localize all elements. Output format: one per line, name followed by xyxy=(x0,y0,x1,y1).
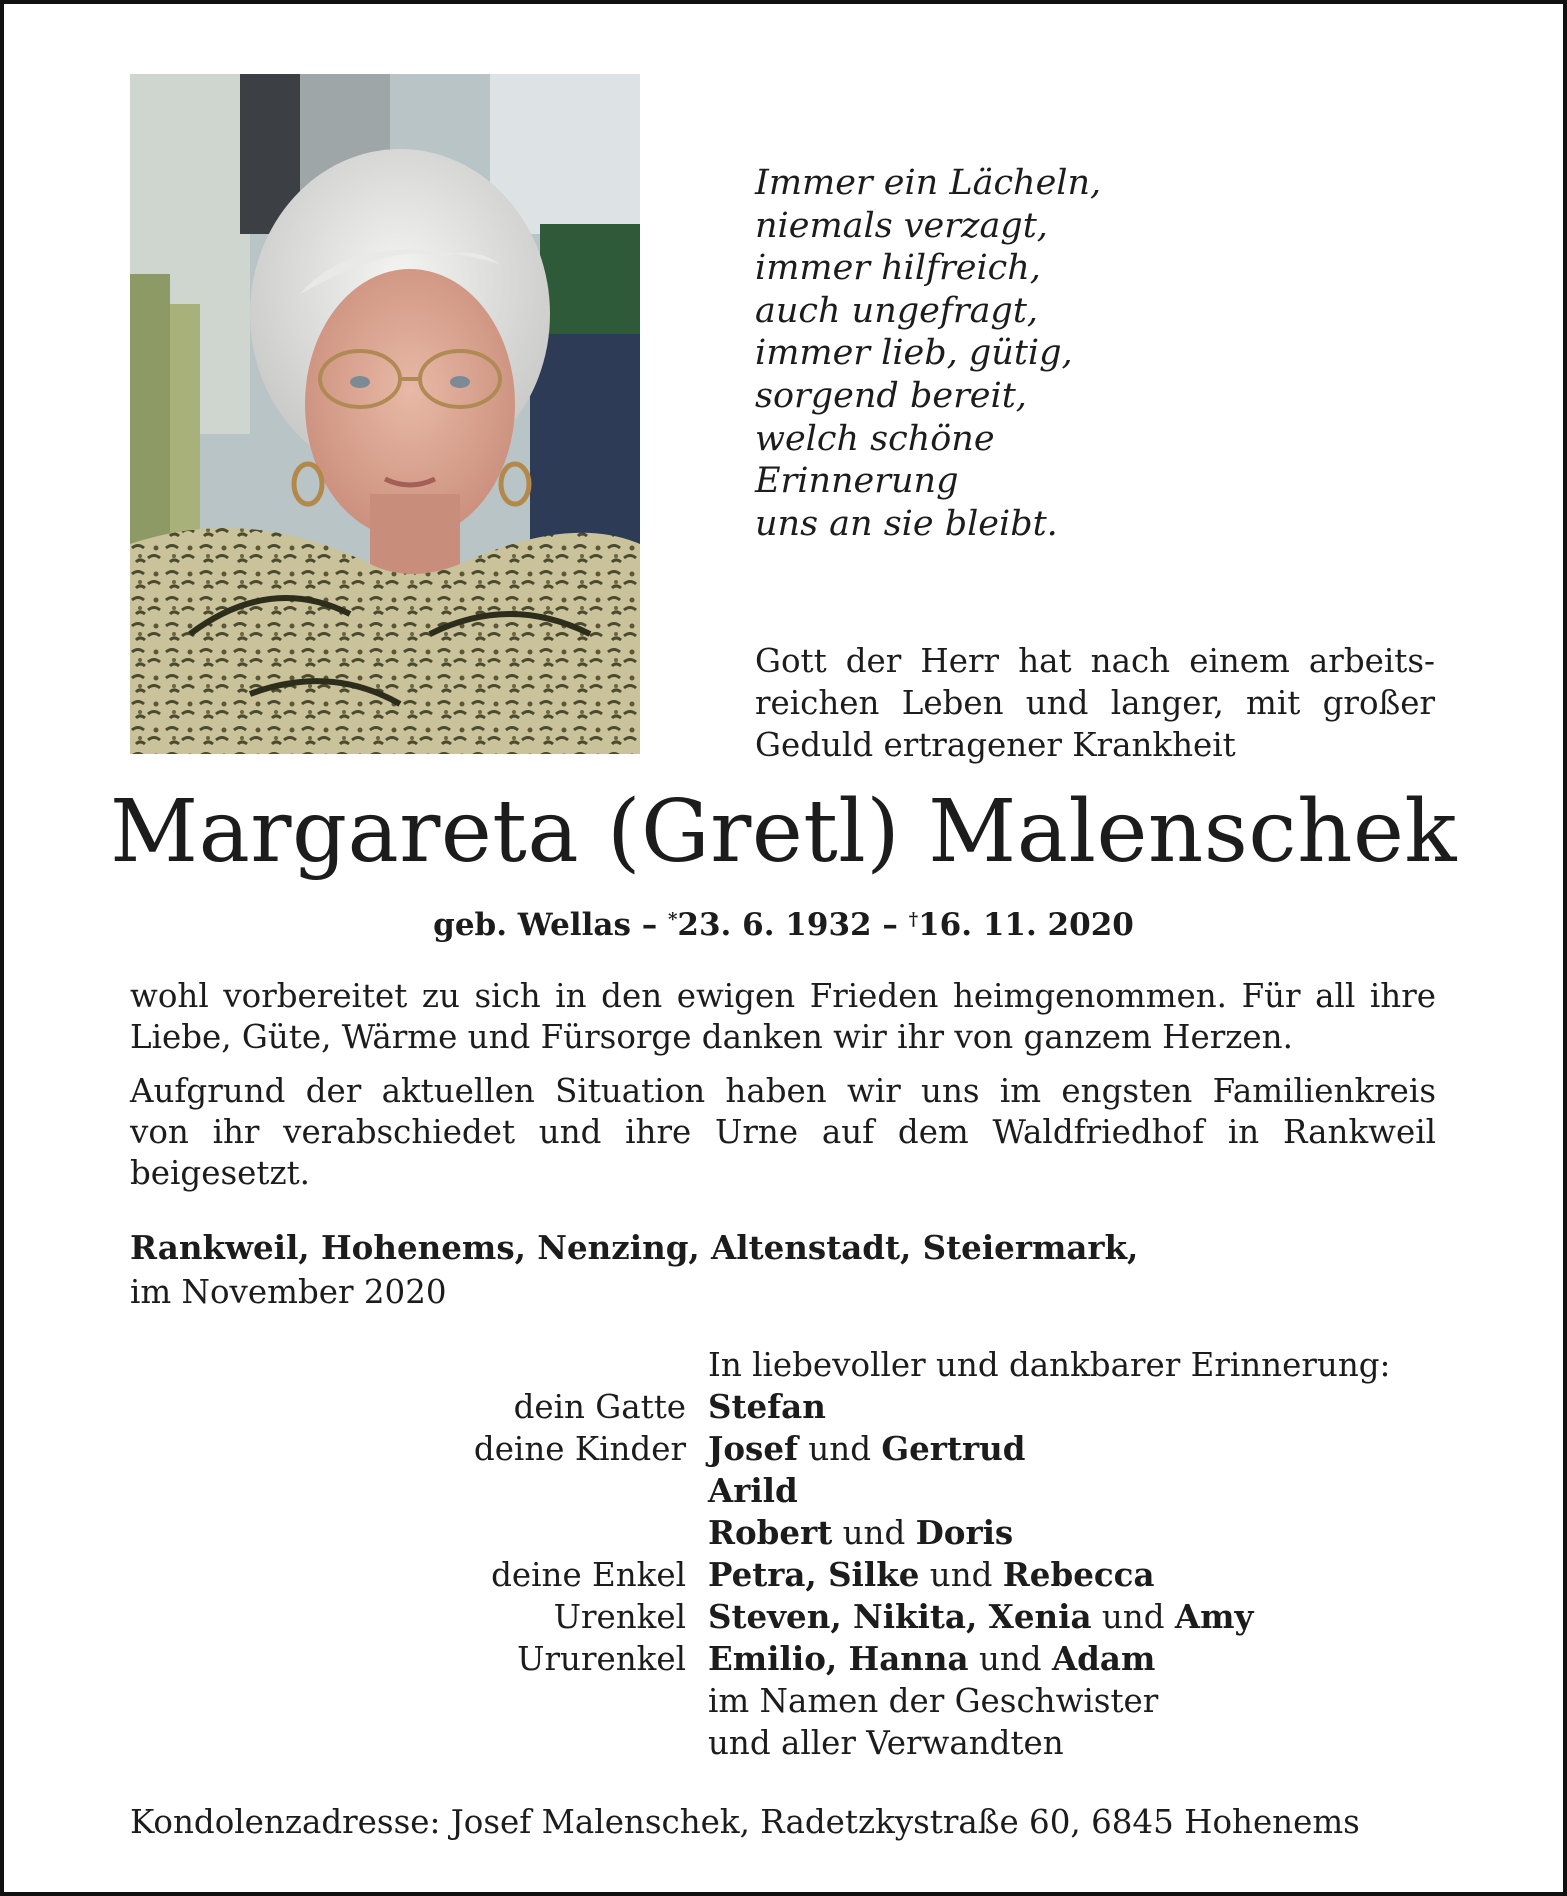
family-name: Steven, Nikita, Xenia xyxy=(708,1597,1092,1636)
condolence-address: Kondolenzadresse: Josef Malenschek, Radetzkystraße 60, 6845 Hohenems xyxy=(130,1803,1360,1841)
family-name: Rebecca xyxy=(1002,1555,1155,1594)
family-heading-row xyxy=(130,1344,1436,1386)
role-label: Ururenkel xyxy=(517,1640,686,1678)
family-row-relatives xyxy=(130,1722,1436,1764)
poem xyxy=(755,162,1101,545)
family-row-grandchildren xyxy=(130,1554,1436,1596)
family-name: Emilio, Hanna xyxy=(708,1639,969,1678)
family-name: Gertrud xyxy=(881,1429,1026,1468)
family-name: Petra, Silke xyxy=(708,1555,920,1594)
poem-line: sorgend bereit, xyxy=(755,375,1027,416)
family-name: Amy xyxy=(1174,1597,1254,1636)
family-name: Arild xyxy=(708,1471,798,1510)
family-name: Adam xyxy=(1051,1639,1156,1678)
birth-name: geb. Wellas xyxy=(433,907,631,943)
role-label: deine Kinder xyxy=(473,1430,686,1468)
deceased-name: Margareta (Gretl) Malenschek xyxy=(110,782,1457,882)
family-row-great-great-grandchildren xyxy=(130,1638,1436,1680)
role-label: deine Enkel xyxy=(491,1556,686,1594)
paragraph-line: beigesetzt. xyxy=(130,1154,310,1192)
poem-line: immer hilfreich, xyxy=(755,248,1041,289)
poem-line: Immer ein Lächeln, xyxy=(755,163,1102,203)
connector: und xyxy=(978,1640,1042,1678)
paragraph-line: wohl vorbereitet zu sich in den ewigen Frieden heimgenommen. Für all ihre xyxy=(130,977,1436,1015)
paragraph-farewell xyxy=(130,976,1436,1058)
places-line: Rankweil, Hohenems, Nenzing, Altenstadt, Steiermark, xyxy=(130,1228,1139,1267)
family-heading: In liebevoller und dankbarer Erinnerung: xyxy=(708,1346,1391,1384)
intro-line: reichen Leben und langer, mit großer xyxy=(755,684,1435,722)
paragraph-burial xyxy=(130,1071,1436,1194)
intro-text xyxy=(755,640,1435,766)
family-name: Stefan xyxy=(708,1387,826,1426)
dash: – xyxy=(641,907,658,943)
poem-line: auch ungefragt, xyxy=(755,290,1039,331)
paragraph-line: Liebe, Güte, Wärme und Fürsorge danken wir ihr von ganzem Herzen. xyxy=(130,1018,1293,1056)
connector: und xyxy=(842,1514,906,1552)
connector: und xyxy=(1101,1598,1165,1636)
portrait-image xyxy=(130,74,640,754)
family-row-children xyxy=(130,1428,1436,1470)
paragraph-line: Aufgrund der aktuellen Situation haben wir uns im engsten Familienkreis xyxy=(130,1072,1436,1110)
family-row-spouse xyxy=(130,1386,1436,1428)
poem-line: niemals verzagt, xyxy=(755,205,1048,246)
siblings-line: im Namen der Geschwister xyxy=(708,1682,1159,1720)
connector: und xyxy=(929,1556,993,1594)
birth-star-icon: * xyxy=(668,909,678,930)
paragraph-line: von ihr verabschiedet und ihre Urne auf dem Waldfriedhof in Rankweil xyxy=(130,1113,1436,1151)
poem-line: immer lieb, gütig, xyxy=(755,333,1073,374)
birth-date: 23. 6. 1932 xyxy=(677,907,872,943)
relatives-line: und aller Verwandten xyxy=(708,1724,1064,1762)
dash: – xyxy=(882,907,898,943)
portrait-photo xyxy=(130,74,640,754)
poem-line: Erinnerung xyxy=(755,461,959,502)
intro-line: Geduld ertragener Krankheit xyxy=(755,726,1236,764)
intro-line: Gott der Herr hat nach einem arbeits- xyxy=(755,642,1435,680)
death-cross-icon: † xyxy=(908,909,919,930)
family-name: Josef xyxy=(708,1429,799,1468)
family-row-siblings xyxy=(130,1680,1436,1722)
poem-line: welch schöne xyxy=(755,418,995,459)
family-list xyxy=(130,1344,1436,1764)
family-name: Robert xyxy=(708,1513,833,1552)
role-label: Urenkel xyxy=(553,1598,686,1636)
family-row-child xyxy=(130,1512,1436,1554)
connector: und xyxy=(808,1430,872,1468)
family-name: Doris xyxy=(915,1513,1014,1552)
date-line: im November 2020 xyxy=(130,1273,447,1311)
death-date: 16. 11. 2020 xyxy=(918,907,1134,943)
family-row-great-grandchildren xyxy=(130,1596,1436,1638)
role-label: dein Gatte xyxy=(513,1388,686,1426)
family-row-child xyxy=(130,1470,1436,1512)
poem-line: uns an sie bleibt. xyxy=(755,503,1058,544)
life-dates xyxy=(0,900,1567,945)
